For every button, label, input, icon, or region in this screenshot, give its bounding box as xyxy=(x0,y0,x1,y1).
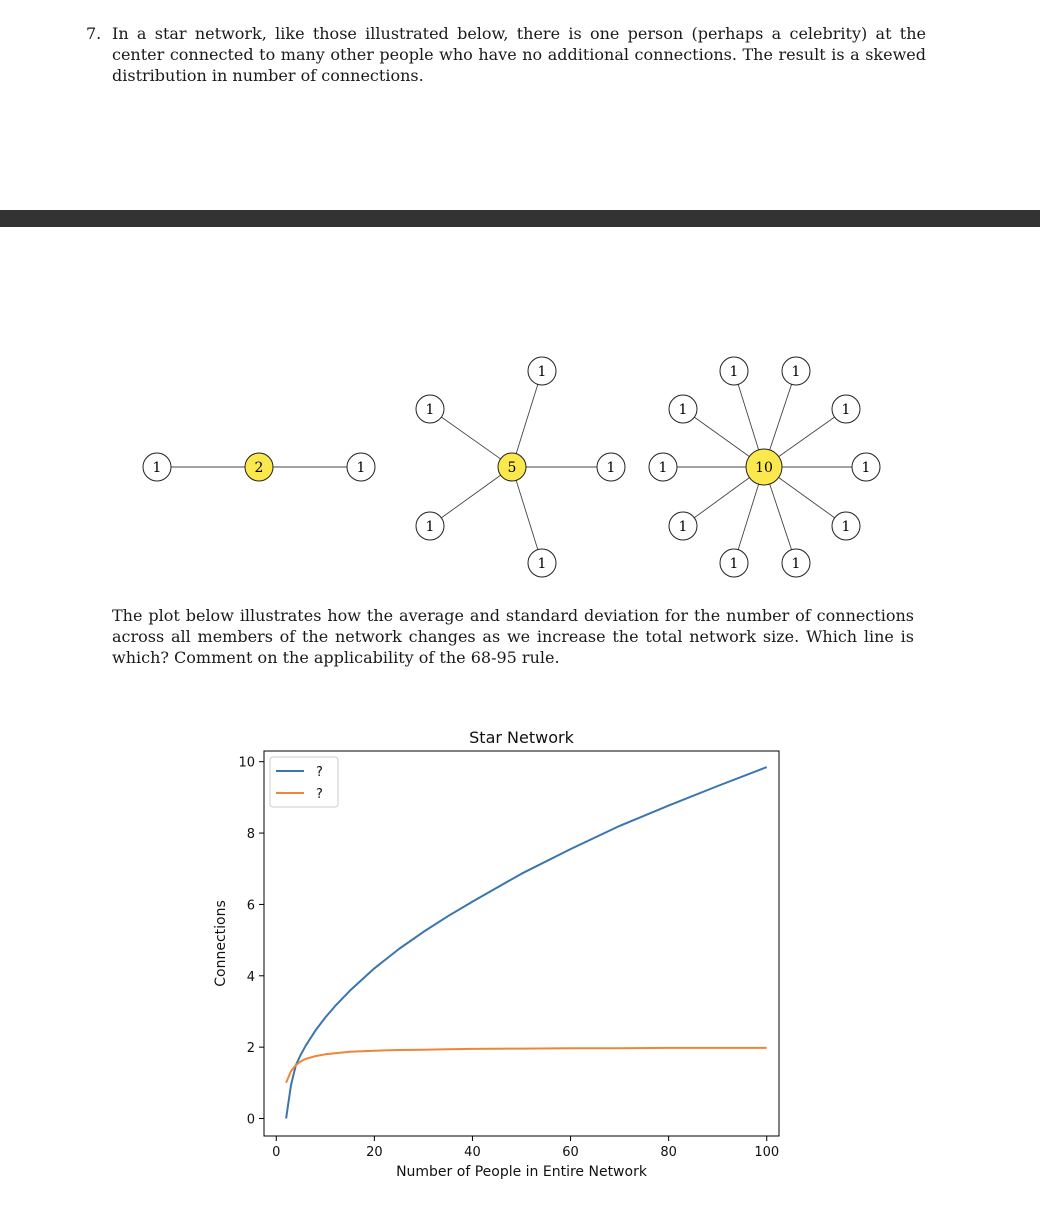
star2-leaf-node xyxy=(347,453,375,481)
star10-leaf-node-label: 1 xyxy=(861,460,871,476)
legend-box xyxy=(270,757,338,807)
x-tick-label: 0 xyxy=(272,1145,281,1160)
star2-leaf-node xyxy=(143,453,171,481)
star10-leaf-node-label: 1 xyxy=(678,402,688,418)
legend-label-1: ? xyxy=(316,765,323,780)
star10-leaf-node xyxy=(669,395,697,423)
y-tick-label: 8 xyxy=(246,827,255,843)
x-tick-label: 80 xyxy=(660,1145,677,1160)
star5-leaf-node-label: 1 xyxy=(606,460,616,476)
star10-leaf-node xyxy=(832,395,860,423)
star10-leaf-node-label: 1 xyxy=(678,519,688,535)
star10-leaf-node-label: 1 xyxy=(729,556,739,572)
star10-center-node-label: 10 xyxy=(755,460,773,476)
star5-leaf-node xyxy=(597,453,625,481)
question-text: In a star network, like those illustrated below, there is one person (perhaps a celebrity) at the center connected to many other people who have no additional connections. The result is a skewed distribution in number of connections. xyxy=(112,24,926,85)
network-edge xyxy=(430,409,512,467)
star5-center-node-label: 5 xyxy=(507,460,517,476)
star2-leaf-node-label: 1 xyxy=(356,460,366,476)
plot-frame xyxy=(264,751,779,1136)
x-tick-label: 60 xyxy=(562,1145,579,1160)
star10-leaf-node xyxy=(649,453,677,481)
question-paragraph xyxy=(86,23,926,86)
star10-leaf-node-label: 1 xyxy=(791,364,801,380)
star5-leaf-node xyxy=(528,549,556,577)
network-edge xyxy=(512,467,542,563)
star10-center-node xyxy=(746,449,782,485)
x-axis-label: Number of People in Entire Network xyxy=(396,1164,647,1180)
star5-leaf-node xyxy=(528,357,556,385)
chart-title: Star Network xyxy=(469,728,574,747)
star10-leaf-node xyxy=(852,453,880,481)
star2-center-node-label: 2 xyxy=(254,460,264,476)
star5-leaf-node-label: 1 xyxy=(537,556,547,572)
x-tick-label: 40 xyxy=(464,1145,481,1160)
star10-leaf-node-label: 1 xyxy=(658,460,668,476)
star10-leaf-node xyxy=(832,512,860,540)
star5-leaf-node-label: 1 xyxy=(537,364,547,380)
star5-leaf-node-label: 1 xyxy=(425,402,435,418)
star5-leaf-node-label: 1 xyxy=(425,519,435,535)
star10-leaf-node-label: 1 xyxy=(791,556,801,572)
star5-leaf-node xyxy=(416,395,444,423)
series-line-1 xyxy=(286,767,767,1118)
star5-leaf-node xyxy=(416,512,444,540)
y-axis-label: Connections xyxy=(213,900,229,987)
x-tick-label: 100 xyxy=(754,1145,780,1160)
y-tick-label: 0 xyxy=(246,1112,255,1128)
star10-leaf-node-label: 1 xyxy=(841,519,851,535)
star2-center-node xyxy=(245,453,273,481)
star10-leaf-node xyxy=(782,357,810,385)
network-edge xyxy=(512,371,542,467)
chart-legend xyxy=(270,757,338,807)
legend-label-2: ? xyxy=(316,787,323,802)
plot-description: The plot below illustrates how the average and standard deviation for the number of connections across all members of the network changes as we increase the total network size. Which line is which? Comment on the applicability of the 68-95 rule. xyxy=(112,606,914,667)
star10-leaf-node xyxy=(782,549,810,577)
star10-leaf-node xyxy=(720,549,748,577)
question-number: 7. xyxy=(86,24,102,43)
y-tick-label: 4 xyxy=(246,969,255,985)
y-tick-label: 10 xyxy=(238,755,255,771)
star10-leaf-node xyxy=(720,357,748,385)
star10-leaf-node-label: 1 xyxy=(841,402,851,418)
x-tick-label: 20 xyxy=(366,1145,383,1160)
y-tick-label: 6 xyxy=(246,898,255,914)
star10-leaf-node-label: 1 xyxy=(729,364,739,380)
network-edge xyxy=(430,467,512,526)
star-networks-figure xyxy=(0,340,1040,590)
star2-leaf-node-label: 1 xyxy=(152,460,162,476)
divider-bar xyxy=(0,210,1040,227)
star-network-chart xyxy=(0,720,1040,1190)
series-line-2 xyxy=(286,1048,767,1083)
y-tick-label: 2 xyxy=(246,1041,255,1057)
star10-leaf-node xyxy=(669,512,697,540)
star5-center-node xyxy=(498,453,526,481)
